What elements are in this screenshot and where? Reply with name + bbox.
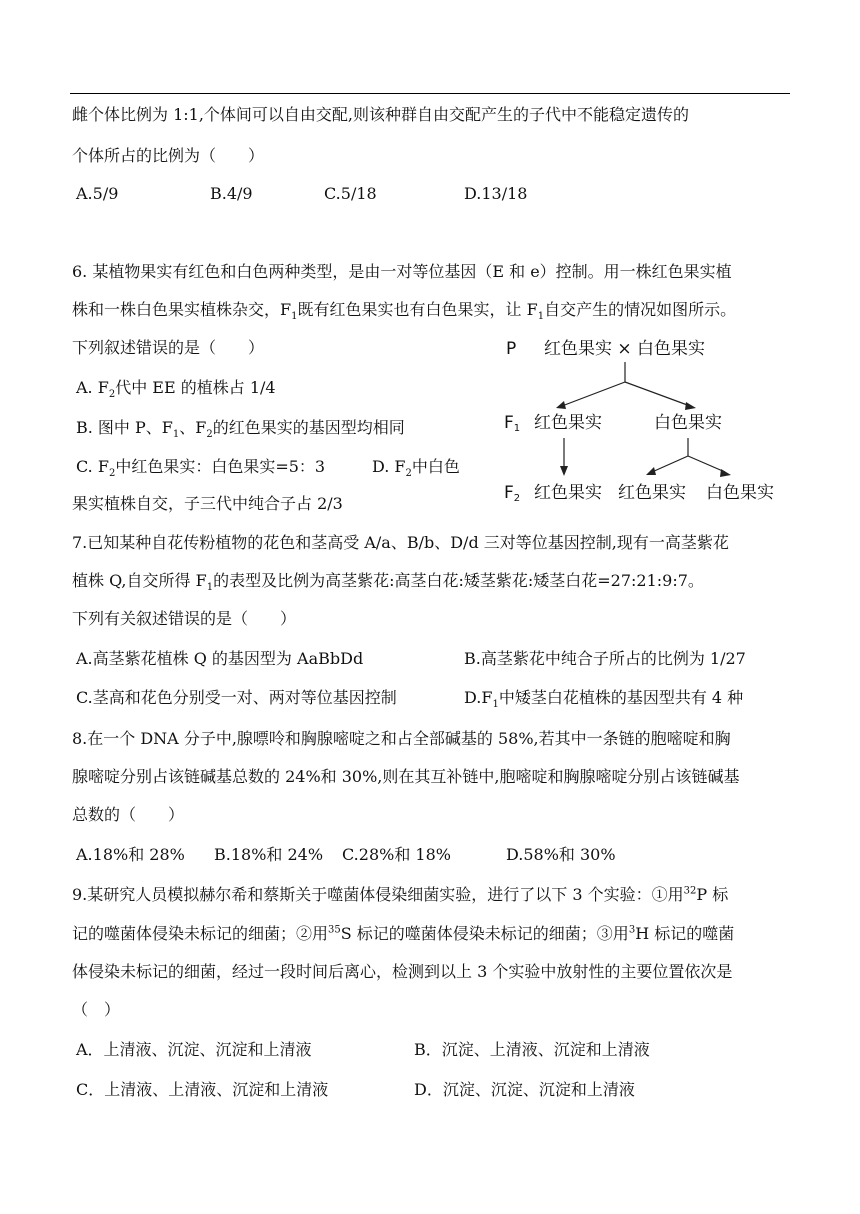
arrowhead	[646, 467, 656, 475]
arrowhead	[560, 466, 568, 476]
q9-option-b: B．沉淀、上清液、沉淀和上清液	[414, 1040, 650, 1059]
diagram-f2-label: F2	[504, 483, 521, 504]
q5-option-a: A.5/9	[76, 184, 119, 203]
q7-option-b: B.高茎紫花中纯合子所占的比例为 1/27	[464, 649, 746, 668]
header-rule	[70, 93, 790, 94]
q9-line2: 记的噬菌体侵染未标记的细菌；②用$^{35}$S 标记的噬菌体侵染未标记的细菌；③用$^3$H 标记的噬菌	[72, 924, 735, 943]
q7-option-a: A.高茎紫花植株 Q 的基因型为 AaBbDd	[76, 649, 364, 668]
q8-line1: 8.在一个 DNA 分子中,腺嘌呤和胸腺嘧啶之和占全部碱基的 58%,若其中一条链的胞嘧啶和胸	[72, 729, 731, 748]
q9-option-a: A．上清液、沉淀、沉淀和上清液	[76, 1040, 312, 1059]
diagram-p-cross: 红色果实 × 白色果实	[544, 339, 706, 359]
diagram-f1-label: F1	[504, 413, 521, 434]
diagram-arrow-left	[652, 456, 688, 472]
q7-option-c: C.茎高和花色分别受一对、两对等位基因控制	[76, 688, 397, 707]
diagram-f1-red: 红色果实	[534, 413, 602, 433]
q9-option-c: C．上清液、上清液、沉淀和上清液	[76, 1080, 329, 1099]
q9-line1: 9.某研究人员模拟赫尔希和蔡斯关于噬菌体侵染细菌实验，进行了以下 3 个实验：①用$^{32}$P 标	[72, 885, 729, 904]
q6-option-c: C. $F_2$中红色果实：白色果实=5：3	[76, 457, 326, 480]
q7-option-d: $D.F_1$中矮茎白花植株的基因型共有 4 种	[464, 688, 744, 711]
diagram-p-label: P	[506, 339, 517, 359]
diagram-arrow-right	[625, 382, 690, 406]
q5-line2: 个体所占的比例为（ ）	[72, 146, 265, 165]
q7-line3: 下列有关叙述错误的是（ ）	[72, 609, 297, 628]
diagram-f1-white: 白色果实	[654, 413, 722, 433]
diagram-f2-white: 白色果实	[706, 483, 774, 503]
arrowhead	[720, 469, 731, 477]
q8-option-d: D.58%和 30%	[506, 845, 616, 864]
q8-option-b: B.18%和 24%	[214, 845, 324, 864]
q6-option-d-continued: 果实植株自交，子三代中纯合子占 2/3	[72, 494, 343, 513]
q5-option-c: C.5/18	[324, 184, 377, 203]
q7-line1: 7.已知某种自花传粉植物的花色和茎高受 A/a、B/b、D/d 三对等位基因控制,现有一高茎紫花	[72, 533, 729, 552]
q9-line4: （ ）	[72, 1000, 121, 1019]
diagram-arrow-right	[688, 456, 725, 472]
q6-line3: 下列叙述错误的是（ ）	[72, 338, 265, 357]
q6-line1: 6. 某植物果实有红色和白色两种类型，是由一对等位基因（E 和 e）控制。用一株红色果实植	[72, 262, 732, 281]
arrowhead	[685, 402, 696, 410]
q6-option-a: A. $F_2$代中 EE 的植株占 1/4	[76, 378, 276, 401]
q9-line3: 体侵染未标记的细菌，经过一段时间后离心，检测到以上 3 个实验中放射性的主要位置依次是	[72, 962, 733, 981]
arrowhead	[556, 401, 566, 409]
q8-option-a: A.18%和 28%	[76, 845, 185, 864]
q8-line2: 腺嘧啶分别占该链碱基总数的 24%和 30%,则在其互补链中,胞嘧啶和胸腺嘧啶分别占该链碱基	[72, 767, 740, 786]
q6-line2: 株和一株白色果实植株杂交，$F_1$既有红色果实也有白色果实，让 $F_1$自交产生的情况如图所示。	[72, 300, 737, 323]
diagram-f2-red-2: 红色果实	[618, 483, 686, 503]
q7-line2: 植株 Q,自交所得 $F_1$的表型及比例为高茎紫花:高茎白花:矮茎紫花:矮茎白花=27:21:9:7。	[72, 571, 704, 594]
q8-line3: 总数的（ ）	[72, 805, 185, 824]
q5-option-b: B.4/9	[210, 184, 253, 203]
diagram-arrow-left	[562, 382, 625, 406]
q9-option-d: D．沉淀、沉淀、沉淀和上清液	[414, 1080, 635, 1099]
q5-line1: 雌个体比例为 1:1,个体间可以自由交配,则该种群自由交配产生的子代中不能稳定遗传的	[72, 105, 690, 124]
q6-option-b: B. 图中 P、$F_1$、$F_2$的红色果实的基因型均相同	[76, 418, 405, 441]
q5-option-d: D.13/18	[464, 184, 528, 203]
inheritance-diagram	[500, 330, 800, 510]
q8-option-c: C.28%和 18%	[342, 845, 451, 864]
q6-option-d: D. $F_2$中白色	[372, 457, 460, 480]
diagram-f2-red-1: 红色果实	[534, 483, 602, 503]
